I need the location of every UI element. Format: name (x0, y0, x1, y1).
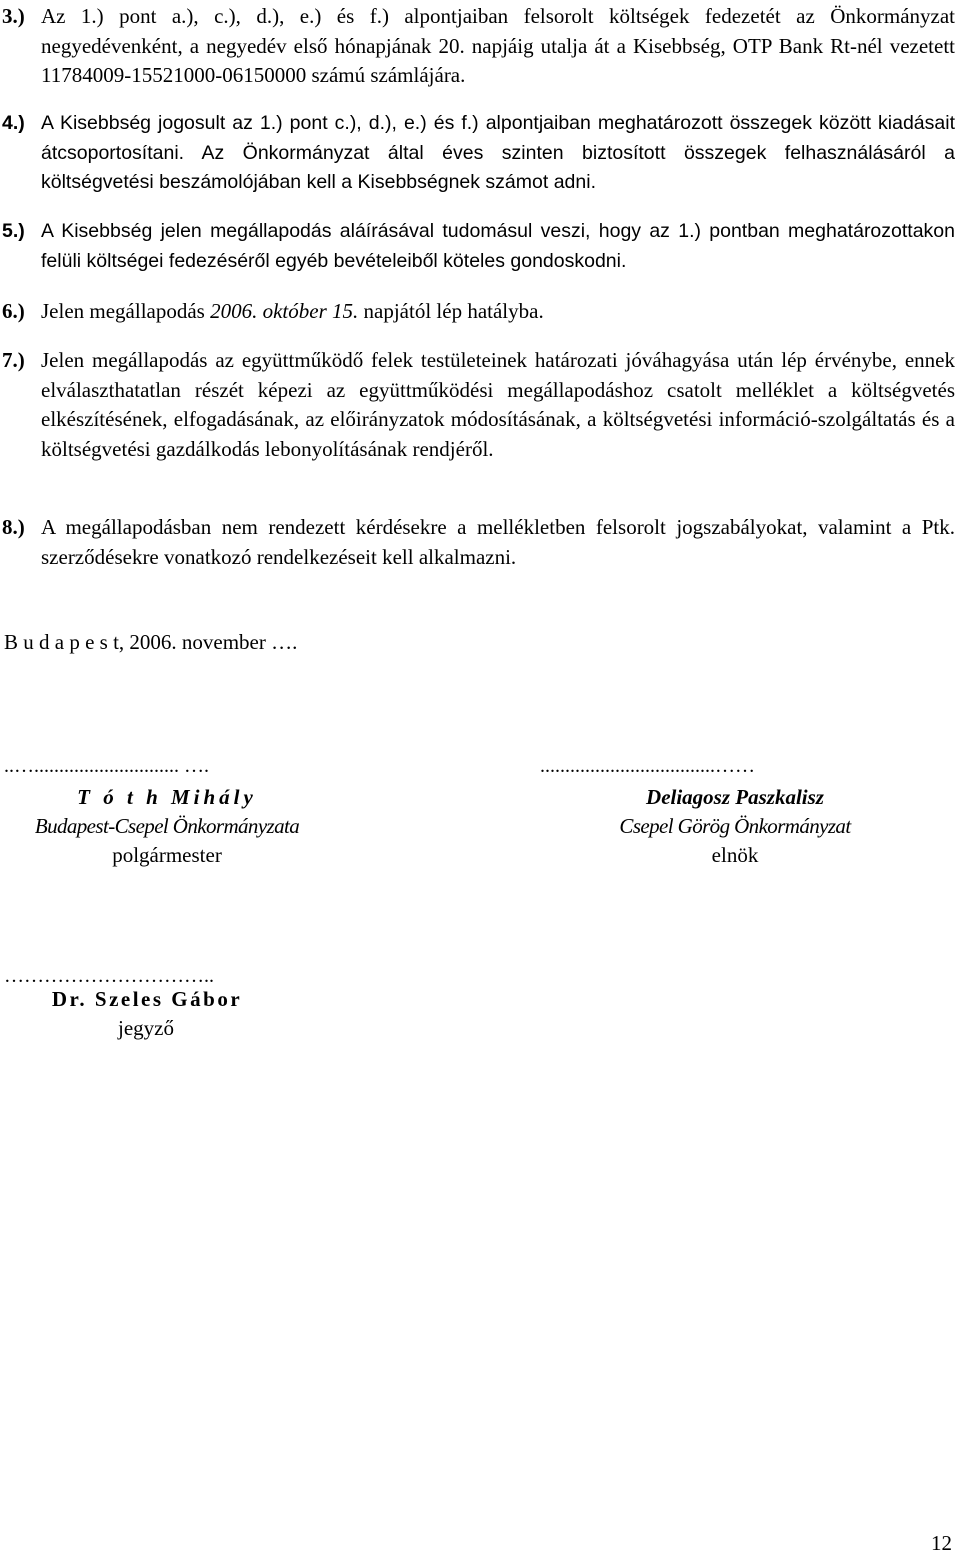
paragraph-text: Jelen megállapodás az együttműködő felek testületeinek határozati jóváhagyása után lép érvénybe, ennek elválaszthatatlan részét képezi az együttműködési megállapodáshoz csatolt melléklet a költségvetés elkészítésének, elfogadásának, az előirányzatok módosításának, a költségvetési információ-szolgáltatás és a költségvetési gazdálkodás lebonyolításának rendjéről. (41, 348, 955, 461)
paragraph-number: 4.) (2, 112, 25, 134)
paragraph-text: A Kisebbség jelen megállapodás aláírásával tudomásul veszi, hogy az 1.) pontban meghatározottakon felüli költségei fedezéséről egyéb bevételeiből köteles gondoskodni. (41, 220, 955, 272)
signer-role: elnök (711, 843, 759, 867)
signer-role: polgármester (112, 843, 222, 867)
paragraph-text (41, 297, 955, 327)
signature-block-left (4, 783, 330, 870)
notary-name: Dr. Szeles Gábor (51, 987, 243, 1011)
signature-block-notary (12, 985, 282, 1043)
effective-date: 2006. október 15. (210, 299, 359, 323)
place-date: B u d a p e s t, 2006. november …. (4, 630, 298, 654)
signature-line-notary: ………………………….. (4, 965, 214, 987)
paragraph-number: 3.) (2, 4, 25, 28)
signature-block-right (565, 783, 905, 870)
paragraph-8 (2, 513, 955, 572)
notary-role: jegyző (118, 1016, 174, 1040)
paragraph-3 (2, 2, 955, 91)
paragraph-4 (2, 109, 955, 198)
paragraph-number: 7.) (2, 348, 25, 372)
effective-text-a: Jelen megállapodás (41, 299, 211, 323)
paragraph-text: Az 1.) pont a.), c.), d.), e.) és f.) alpontjaiban felsorolt költségek fedezetét az Önkormányzat negyedévenként, a negyedév első hónapjának 20. napjáig utalja át a Kisebbség, OTP Bank Rt-nél vezetett 11784009-15521000-06150000 számú számlájára. (41, 4, 955, 87)
paragraph-text: A megállapodásban nem rendezett kérdésekre a mellékletben felsorolt jogszabályokat, valamint a Ptk. szerződésekre vonatkozó rendelkezéseit kell alkalmazni. (41, 515, 955, 569)
paragraph-5 (2, 217, 955, 276)
signer-organization: Csepel Görög Önkormányzat (619, 814, 851, 838)
paragraph-6 (2, 297, 955, 327)
signer-name: Deliagosz Paszkalisz (646, 785, 824, 809)
signature-line-right: ...................................…… (540, 755, 755, 777)
paragraph-number: 8.) (2, 515, 25, 539)
paragraph-text: A Kisebbség jogosult az 1.) pont c.), d.), e.) és f.) alpontjaiban meghatározott összegek között kiadásait átcsoportosítani. Az Önkormányzat által éves szinten biztosított összegek felhasználásáról a költségvetési beszámolójában kell a Kisebbségnek számot adni. (41, 112, 955, 193)
signature-line-left: ..…............................. …. (4, 755, 209, 777)
signer-organization: Budapest-Csepel Önkormányzata (34, 814, 300, 838)
signer-name: T ó t h Mihály (77, 785, 257, 809)
effective-text-b: napjától lép hatályba. (358, 299, 544, 323)
paragraph-number: 6.) (2, 299, 25, 323)
page-number: 12 (931, 1531, 952, 1555)
paragraph-7 (2, 346, 955, 464)
paragraph-number: 5.) (2, 220, 25, 242)
